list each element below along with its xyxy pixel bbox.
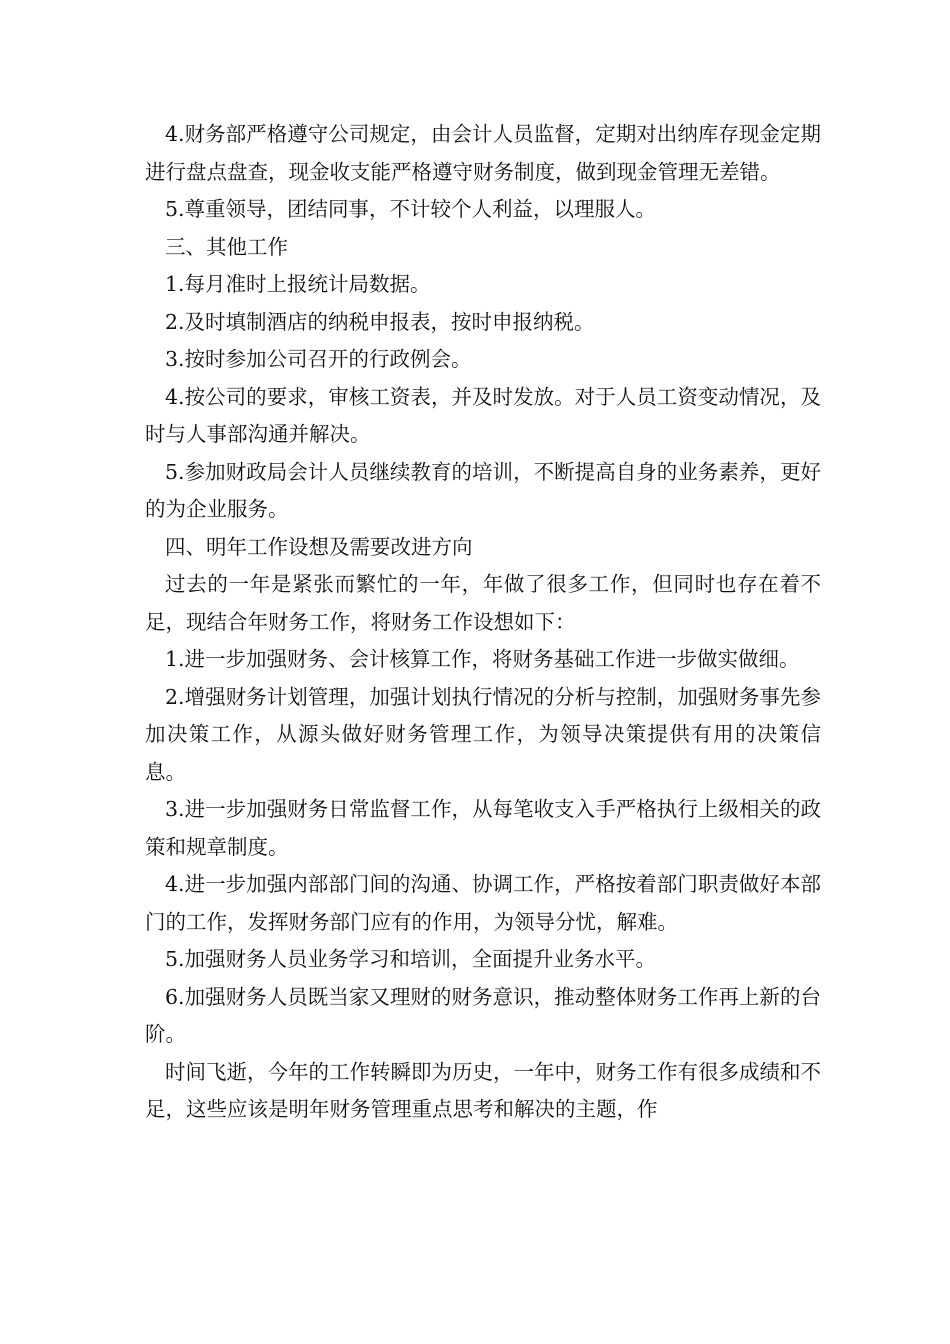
paragraph: 1.进一步加强财务、会计核算工作，将财务基础工作进一步做实做细。 [165, 647, 800, 671]
paragraph: 6.加强财务人员既当家又理财的财务意识，推动整体财务工作再上新的台阶。 [145, 984, 821, 1046]
section-heading: 三、其他工作 [165, 234, 288, 259]
paragraph: 5.参加财政局会计人员继续教育的培训，不断提高自身的业务素养，更好的为企业服务。 [145, 459, 821, 521]
paragraph: 4.财务部严格遵守公司规定，由会计人员监督，定期对出纳库存现金定期进行盘点盘查，现金收支能严格遵守财务制度，做到现金管理无差错。 [145, 122, 821, 184]
paragraph: 5.尊重领导，团结同事，不计较个人利益，以理服人。 [165, 197, 657, 221]
document-body [145, 116, 821, 1129]
paragraph: 4.进一步加强内部部门间的沟通、协调工作，严格按着部门职责做好本部门的工作，发挥财务部门应有的作用，为领导分忧，解难。 [145, 872, 821, 934]
paragraph: 4.按公司的要求，审核工资表，并及时发放。对于人员工资变动情况，及时与人事部沟通并解决。 [145, 384, 821, 446]
paragraph: 1.每月准时上报统计局数据。 [165, 272, 431, 296]
paragraph: 2.增强财务计划管理，加强计划执行情况的分析与控制，加强财务事先参加决策工作，从源头做好财务管理工作，为领导决策提供有用的决策信息。 [145, 684, 821, 784]
paragraph: 2.及时填制酒店的纳税申报表，按时申报纳税。 [165, 309, 595, 334]
paragraph: 过去的一年是紧张而繁忙的一年，年做了很多工作，但同时也存在着不足，现结合年财务工作，将财务工作设想如下： [145, 572, 821, 634]
paragraph: 5.加强财务人员业务学习和培训，全面提升业务水平。 [165, 947, 657, 971]
paragraph: 时间飞逝，今年的工作转瞬即为历史，一年中，财务工作有很多成绩和不足，这些应该是明年财务管理重点思考和解决的主题，作 [145, 1059, 821, 1121]
paragraph: 3.进一步加强财务日常监督工作，从每笔收支入手严格执行上级相关的政策和规章制度。 [145, 797, 821, 859]
paragraph: 3.按时参加公司召开的行政例会。 [165, 347, 472, 371]
section-heading: 四、明年工作设想及需要改进方向 [165, 534, 473, 559]
